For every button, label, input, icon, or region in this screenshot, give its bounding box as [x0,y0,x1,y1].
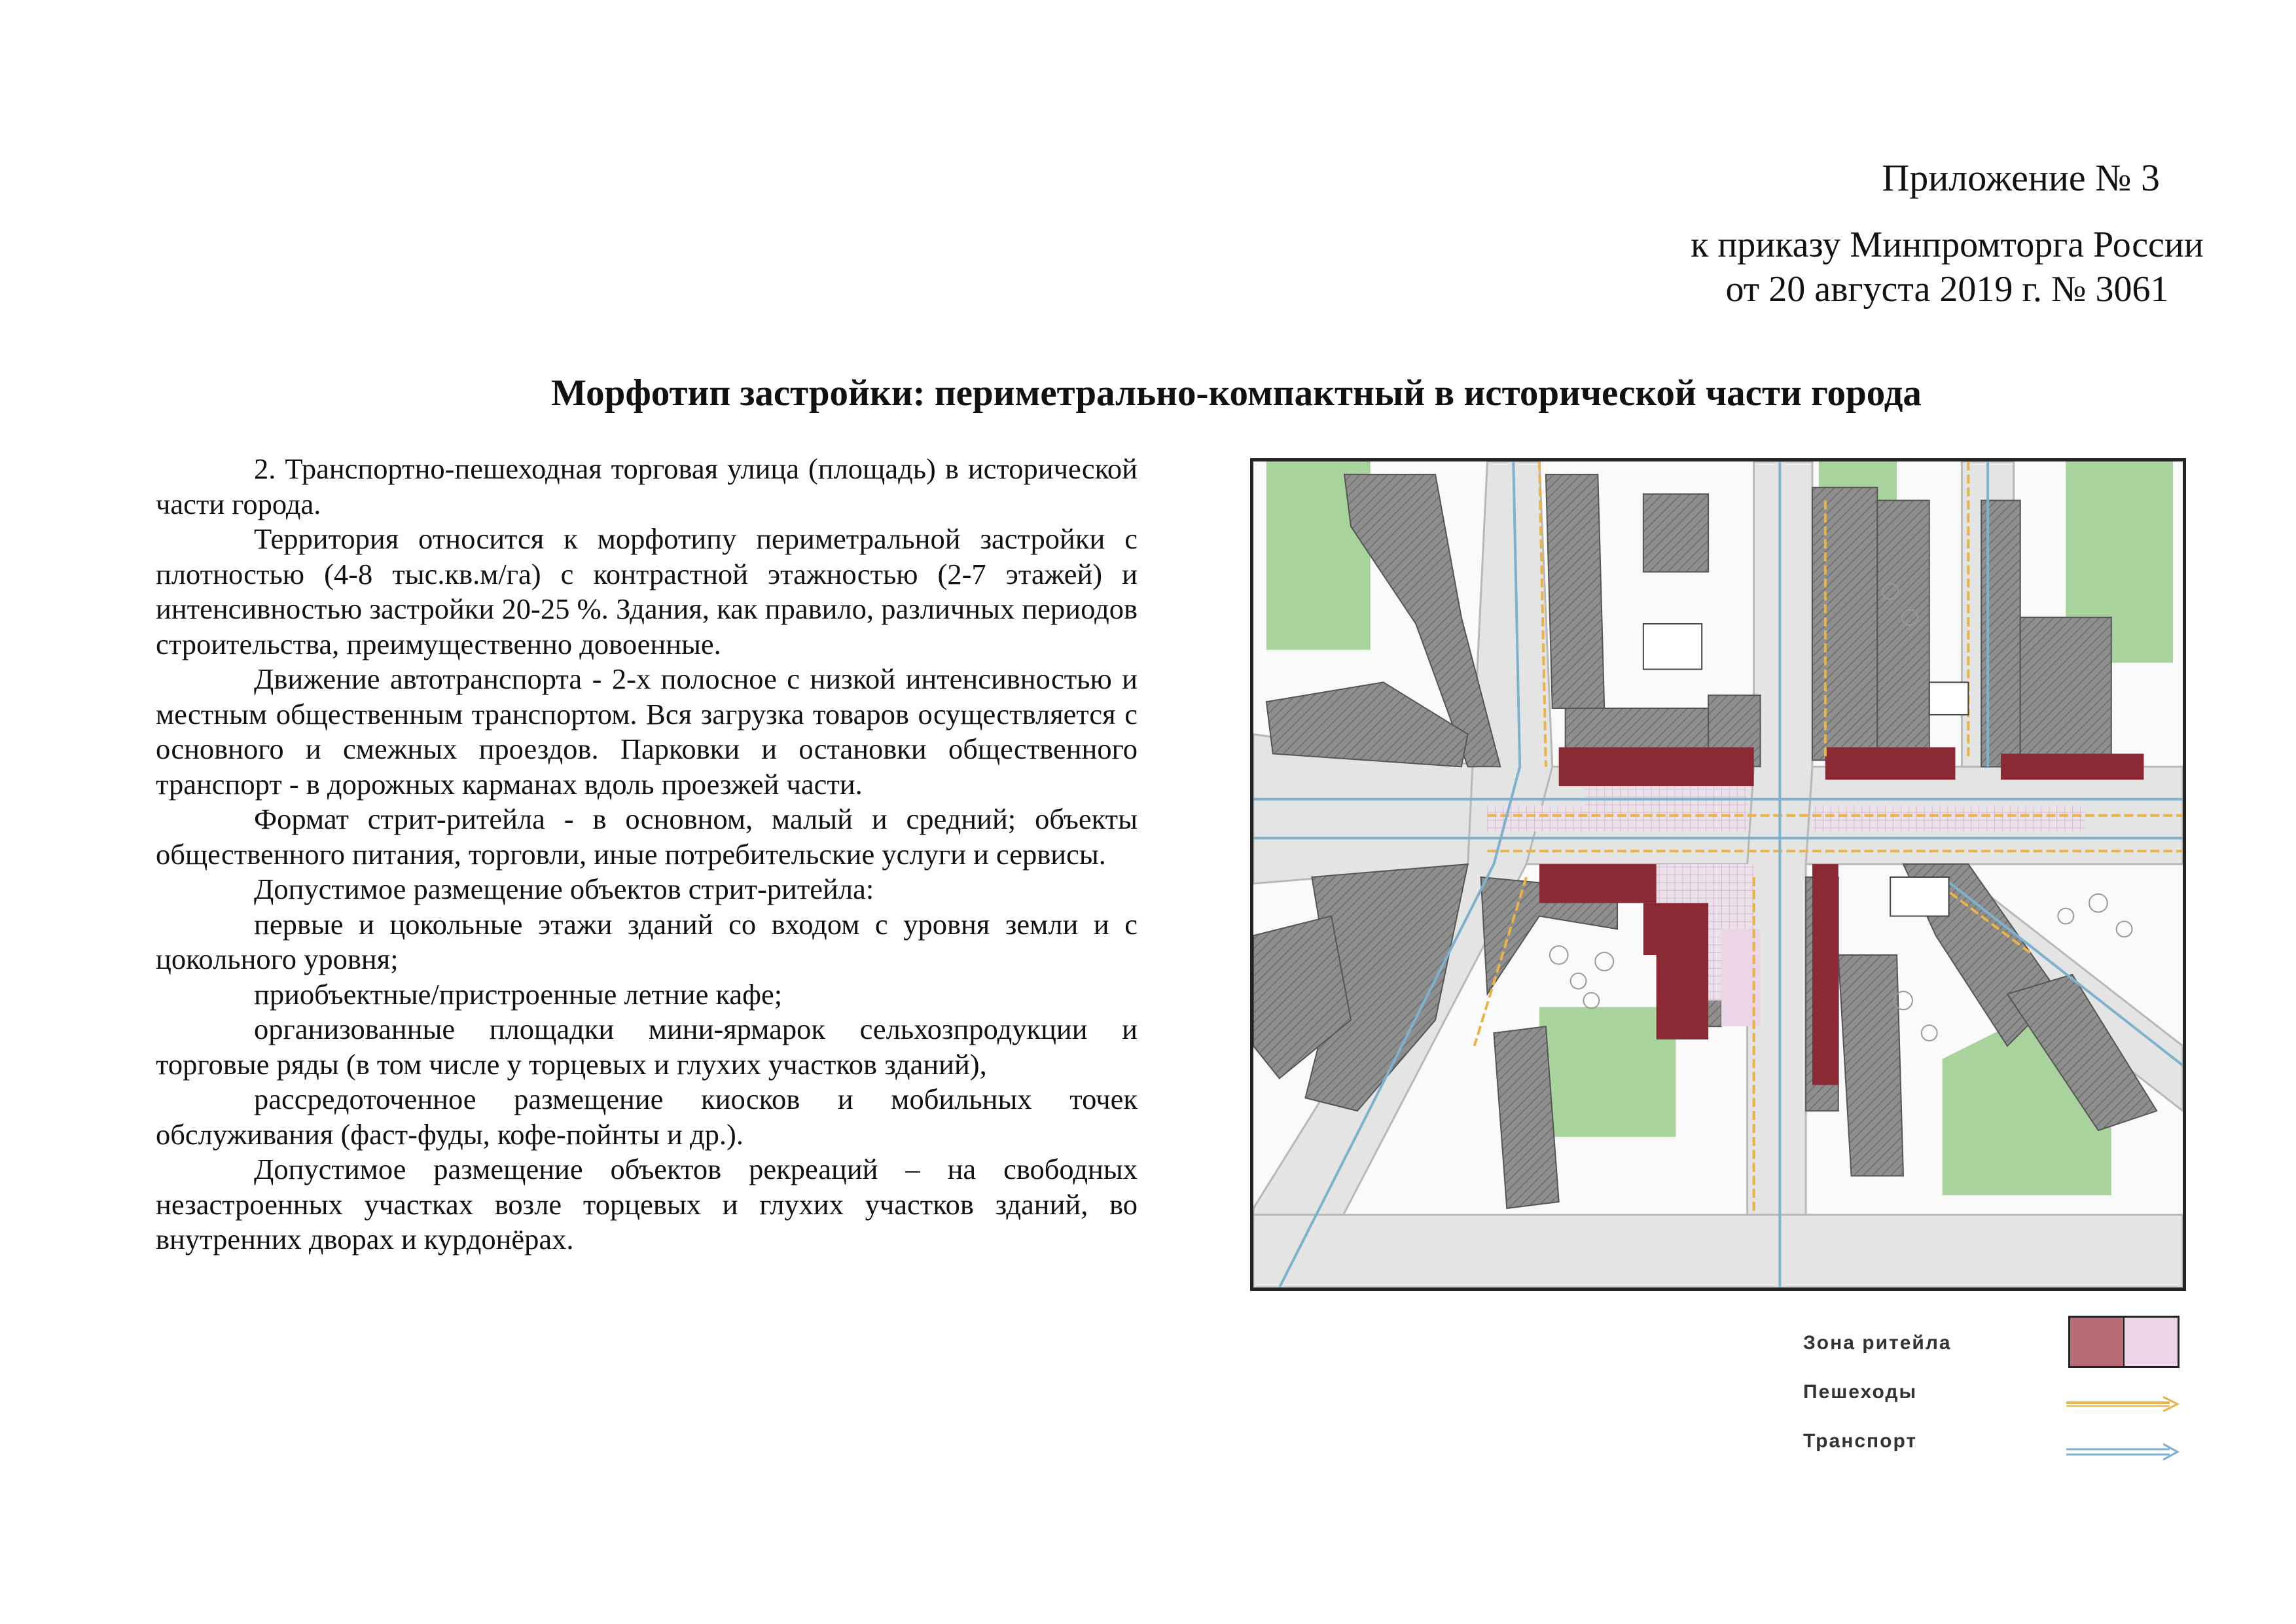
paragraph: первые и цокольные этажи зданий со входом с уровня земли и с цокольного уровня; [156,907,1138,975]
page-title: Морфотип застройки: периметрально-компактный в исторической части города [551,372,1922,414]
legend-pedestrian-label: Пешеходы [1803,1381,1918,1403]
paragraph: рассредоточенное размещение киосков и мобильных точек обслуживания (фаст-фуды, кофе-пойнты и др.). [156,1083,1138,1151]
paragraph: Формат стрит-ритейла - в основном, малый и средний; объекты общественного питания, торговли, иные потребительские услуги и сервисы. [156,803,1138,871]
order-reference [1636,223,2258,312]
paragraph: организованные площадки мини-ярмарок сельхозпродукции и торговые ряды (в том числе у торцевых и глухих участков зданий), [156,1013,1138,1081]
paragraph: Допустимое размещение объектов стрит-ритейла: [254,873,874,905]
site-plan-map [1250,458,2186,1291]
paragraph: 2. Транспортно-пешеходная торговая улица (площадь) в исторической части города. [156,452,1138,520]
body-text [156,452,1138,1257]
paragraph: Движение автотранспорта - 2-х полосное с низкой интенсивностью и местным общественным транспортом. Вся загрузка товаров осуществляется с основного и смежных проездов. Парковки и остановки общественного транспорт - в дорожных карманах вдоль проезжей части. [156,662,1138,801]
retail-light-swatch [2123,1318,2178,1366]
paragraph: Территория относится к морфотипу периметральной застройки с плотностью (4-8 тыс.кв.м/га) с контрастной этажностью (2-7 этажей) и интенсивностью застройки 20-25 %. Здания, как правило, различных периодов строительства, преимущественно довоенные. [156,522,1138,660]
arrow-right-icon [2065,1393,2183,1413]
paragraph: приобъектные/пристроенные летние кафе; [254,977,783,1011]
arrow-right-icon [2065,1441,2183,1461]
appendix-number: Приложение № 3 [1882,156,2160,199]
legend-retail-label: Зона ритейла [1803,1332,1952,1354]
legend-transport-label: Транспорт [1803,1430,1918,1452]
site-plan-drawing [1253,461,2183,1288]
retail-dark-swatch [2070,1318,2123,1366]
paragraph: Допустимое размещение объектов рекреаций – на свободных незастроенных участках возле торцевых и глухих участков зданий, во внутренних дворах и курдонёрах. [156,1153,1138,1255]
order-line-1: к приказу Минпромторга России [1691,225,2204,265]
order-line-2: от 20 августа 2019 г. № 3061 [1725,269,2169,310]
legend-retail-swatch [2068,1316,2179,1368]
